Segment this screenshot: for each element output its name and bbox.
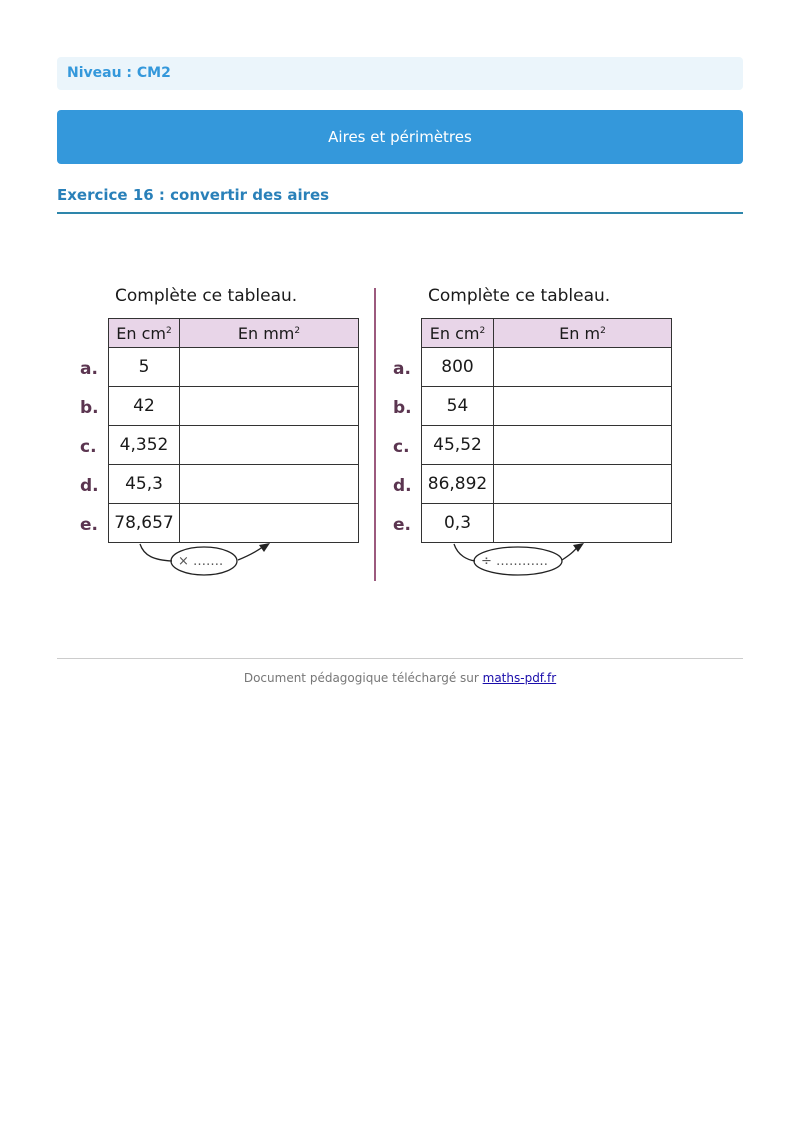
right-row-letter-d: d. xyxy=(393,476,412,496)
right-row-letter-e: e. xyxy=(393,515,411,535)
header-mm2: En $mm^2$ xyxy=(180,319,359,348)
table-row xyxy=(422,387,672,426)
right-row-letter-b: b. xyxy=(393,398,412,418)
footer xyxy=(57,671,743,685)
table-row xyxy=(422,348,672,387)
table-row xyxy=(109,465,359,504)
answer-cell[interactable] xyxy=(494,348,672,387)
header-m2: En $m^2$ xyxy=(494,319,672,348)
left-operation-label: × ……. xyxy=(178,554,224,569)
answer-cell[interactable] xyxy=(180,348,359,387)
answer-cell[interactable] xyxy=(180,504,359,543)
table-row xyxy=(109,387,359,426)
value-cell: 42 xyxy=(109,387,180,426)
left-row-letter-e: e. xyxy=(80,515,98,535)
answer-cell[interactable] xyxy=(494,465,672,504)
answer-cell[interactable] xyxy=(180,387,359,426)
level-text: Niveau : CM2 xyxy=(67,65,171,81)
footer-divider xyxy=(57,658,743,659)
right-row-letter-c: c. xyxy=(393,437,410,457)
table-row xyxy=(422,504,672,543)
exercise-title: Exercice 16 : convertir des aires xyxy=(57,186,743,214)
table-header-row xyxy=(109,319,359,348)
right-conversion-table xyxy=(421,318,672,543)
table-row xyxy=(422,465,672,504)
answer-cell[interactable] xyxy=(494,426,672,465)
answer-cell[interactable] xyxy=(494,504,672,543)
value-cell: 0,3 xyxy=(422,504,494,543)
value-cell: 4,352 xyxy=(109,426,180,465)
left-row-letter-b: b. xyxy=(80,398,99,418)
left-conversion-table xyxy=(108,318,359,543)
answer-cell[interactable] xyxy=(180,426,359,465)
footer-text: Document pédagogique téléchargé sur xyxy=(243,671,483,685)
left-row-letter-c: c. xyxy=(80,437,97,457)
value-cell: 54 xyxy=(422,387,494,426)
table-row xyxy=(109,504,359,543)
answer-cell[interactable] xyxy=(180,465,359,504)
answer-cell[interactable] xyxy=(494,387,672,426)
value-cell: 86,892 xyxy=(422,465,494,504)
left-row-letter-a: a. xyxy=(80,359,98,379)
table-row xyxy=(109,348,359,387)
value-cell: 5 xyxy=(109,348,180,387)
table-header-row xyxy=(422,319,672,348)
right-instruction: Complète ce tableau. xyxy=(428,286,611,306)
right-operation-label: ÷ ………… xyxy=(481,554,549,569)
table-row xyxy=(422,426,672,465)
page-title: Aires et périmètres xyxy=(328,128,472,146)
left-instruction: Complète ce tableau. xyxy=(115,286,298,306)
value-cell: 78,657 xyxy=(109,504,180,543)
right-row-letter-a: a. xyxy=(393,359,411,379)
header-cm2: En $cm^2$ xyxy=(109,319,180,348)
left-row-letter-d: d. xyxy=(80,476,99,496)
table-row xyxy=(109,426,359,465)
header-cm2: En $cm^2$ xyxy=(422,319,494,348)
value-cell: 800 xyxy=(422,348,494,387)
value-cell: 45,3 xyxy=(109,465,180,504)
panel-divider xyxy=(374,288,376,581)
footer-link[interactable]: maths-pdf.fr xyxy=(482,671,557,685)
value-cell: 45,52 xyxy=(422,426,494,465)
